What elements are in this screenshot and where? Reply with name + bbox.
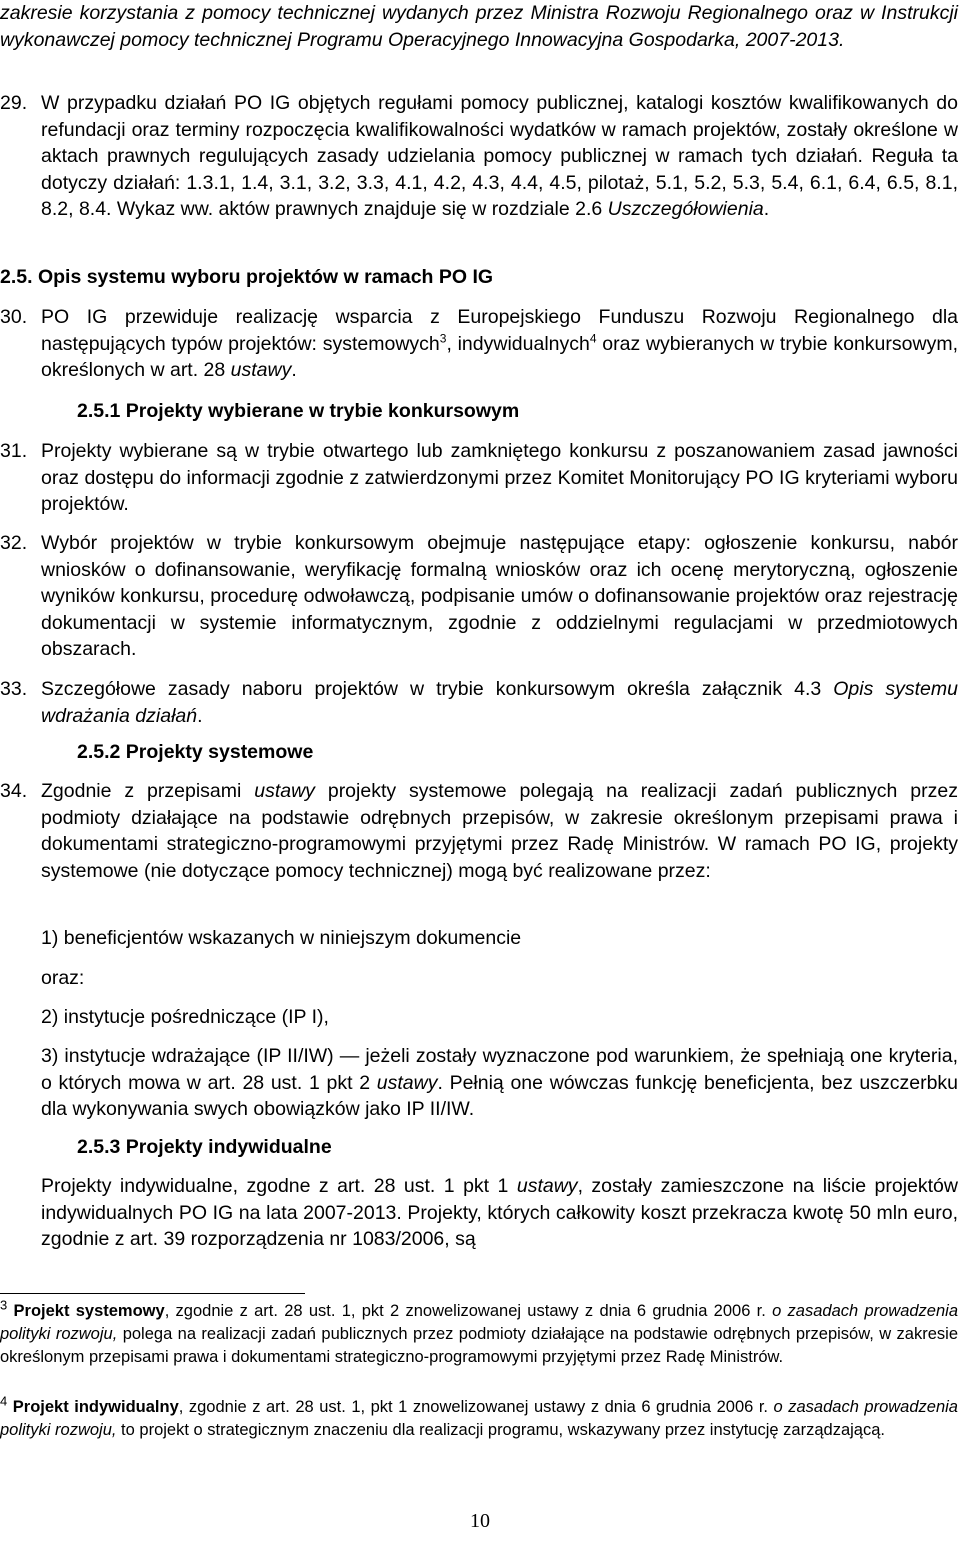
list-conjunction: oraz: [41, 967, 85, 989]
paragraph-number: 33. [0, 678, 28, 700]
footnote-term: Projekt indywidualny [12, 1398, 179, 1416]
paragraph-text: Szczegółowe zasady naboru projektów w trybie konkursowym określa załącznik 4.3 [41, 678, 834, 700]
paragraph-emphasis: Uszczegółowienia [607, 198, 764, 220]
paragraph-31 [0, 438, 958, 518]
footnote-term: Projekt systemowy [13, 1302, 165, 1320]
paragraph-end: . [291, 359, 297, 381]
paragraph-32 [0, 530, 958, 663]
footnote-number: 3 [0, 1297, 8, 1313]
paragraph-text: Zgodnie z przepisami [41, 780, 255, 802]
footnote-ref-4: 4 [589, 331, 597, 345]
footnote-4 [0, 1393, 958, 1442]
paragraph-text: PO IG przewiduje realizację wsparcia z Europejskiego Funduszu Rozwoju Regionalnego dla następujących typów projektów: systemowych [41, 306, 958, 355]
paragraph-text: projekty systemowe polegają na realizacji zadań publicznych przez podmioty działające na podstawie odrębnych przepisów, w zakresie określonym przepisami prawa i dokumentami strategiczno-programowymi przyjętymi przez Radę Ministrów. W ramach PO IG, projekty systemowe (nie dotyczące pomocy technicznej) mogą być realizowane przez: [41, 780, 958, 882]
intro-text: zakresie korzystania z pomocy technicznej wydanych przez Ministra Rozwoju Regionalnego oraz w Instrukcji wykonawczej pomocy technicznej Programu Operacyjnego Innowacyjna Gospodarka, 2007-2013. [0, 2, 958, 51]
list-item-1: 1) beneficjentów wskazanych w niniejszym dokumencie [41, 927, 522, 949]
paragraph-number: 30. [0, 306, 28, 328]
list-item-text: . Pełnią one wówczas funkcję beneficjenta, bez uszczerbku dla wykonywania swych obowiązków jako IP II/IW. [41, 1071, 959, 1120]
paragraph-emphasis: ustawy [230, 359, 292, 381]
paragraph-end: . [763, 198, 770, 220]
footnote-separator [0, 1293, 305, 1294]
section-heading-2-5-2: 2.5.2 Projekty systemowe [77, 741, 314, 763]
paragraph-34 [0, 778, 958, 884]
footnote-text: , zgodnie z art. 28 ust. 1, pkt 2 znowelizowanej ustawy z dnia 6 grudnia 2006 r. [164, 1302, 773, 1320]
paragraph-number: 34. [0, 780, 28, 802]
footnote-3 [0, 1297, 959, 1369]
paragraph-30 [0, 304, 958, 384]
paragraph-emphasis: ustawy [254, 780, 315, 802]
paragraph-text: oraz wybieranych w trybie konkursowym, określonych w art. 28 [41, 332, 958, 381]
intro-paragraph [0, 0, 958, 53]
list-item-2: 2) instytucje pośredniczące (IP I), [41, 1006, 329, 1028]
footnote-emphasis: o zasadach prowadzenia polityki rozwoju, [0, 1398, 958, 1439]
paragraph-33 [0, 676, 958, 729]
paragraph-text: Wybór projektów w trybie konkursowym obejmuje następujące etapy: ogłoszenie konkursu, nabór wniosków o dofinansowanie, weryfikację formalną wniosków oraz ich ocenę merytoryczną, ogłoszenie wyników konkursu, procedurę odwoławczą, podpisanie umów o dofinansowanie projektów oraz rejestrację dokumentacji w systemie informatycznym, zgodnie z oddzielnymi regulacjami w przedmiotowych obszarach. [41, 532, 958, 660]
footnote-text: , zgodnie z art. 28 ust. 1, pkt 1 znowelizowanej ustawy z dnia 6 grudnia 2006 r. [178, 1398, 774, 1416]
paragraph-text: , indywidualnych [446, 332, 590, 355]
footnote-ref-3: 3 [439, 331, 447, 345]
section-heading-2-5-1: 2.5.1 Projekty wybierane w trybie konkursowym [77, 400, 520, 422]
paragraph-29 [0, 90, 958, 223]
list-item-emphasis: ustawy [376, 1071, 438, 1094]
page-number: 10 [470, 1510, 490, 1532]
paragraph-text: Projekty wybierane są w trybie otwartego lub zamkniętego konkursu z poszanowaniem zasad jawności oraz dostępu do informacji zgodnie z zatwierdzonymi przez Komitet Monitorujący PO IG kryteriami wyboru projektów. [41, 440, 958, 515]
footnote-number: 4 [0, 1393, 8, 1409]
paragraph-number: 29. [0, 92, 28, 114]
paragraph-text: Projekty indywidualne, zgodne z art. 28 ust. 1 pkt 1 [41, 1175, 517, 1197]
paragraph-emphasis: ustawy [516, 1175, 578, 1197]
paragraph-text: W przypadku działań PO IG objętych regułami pomocy publicznej, katalogi kosztów kwalifikowanych do refundacji oraz terminy rozpoczęcia kwalifikowalności wydatków w ramach projektów, zostały określone w aktach prawnych regulujących zasady udzielania pomocy publicznej w ramach tych działań. Reguła ta dotyczy działań: 1.3.1, 1.4, 3.1, 3.2, 3.3, 4.1, 4.2, 4.3, 4.4, 4.5, pilotaż, 5.1, 5.2, 5.3, 5.4, 6.1, 6.4, 6.5, 8.1, 8.2, 8.4. Wykaz ww. aktów prawnych znajduje się w rozdziale 2.6 [41, 92, 958, 220]
paragraph-number: 32. [0, 532, 28, 554]
paragraph-text: , zostały zamieszczone na liście projektów indywidualnych PO IG na lata 2007-2013. Projekty, których całkowity koszt przekracza kwotę 50 mln euro, zgodnie z art. 39 rozporządzenia nr 1083/2006, są [41, 1175, 958, 1250]
footnote-text: polega na realizacji zadań publicznych przez podmioty działające na podstawie odrębnych przepisów, w zakresie określonym przepisami prawa i dokumentami strategiczno-programowymi przyjętymi przez Radę Ministrów. [0, 1325, 958, 1366]
footnote-text: to projekt o strategicznym znaczeniu dla realizacji programu, wskazywany przez instytucję zarządzającą. [116, 1421, 885, 1439]
list-item-3 [0, 1043, 958, 1123]
paragraph-end: . [197, 704, 203, 727]
paragraph-number: 31. [0, 440, 28, 462]
list-item-text: 3) instytucje wdrażające (IP II/IW) — jeżeli zostały wyznaczone pod warunkiem, że spełniają one kryteria, o których mowa w art. 28 ust. 1 pkt 2 [41, 1045, 958, 1094]
footnote-emphasis: o zasadach prowadzenia polityki rozwoju, [0, 1302, 959, 1343]
section-heading-2-5: 2.5. Opis systemu wyboru projektów w ramach PO IG [0, 266, 494, 288]
paragraph-emphasis: Opis systemu wdrażania działań [41, 678, 958, 727]
section-heading-2-5-3: 2.5.3 Projekty indywidualne [77, 1136, 332, 1158]
paragraph-35 [0, 1173, 958, 1253]
